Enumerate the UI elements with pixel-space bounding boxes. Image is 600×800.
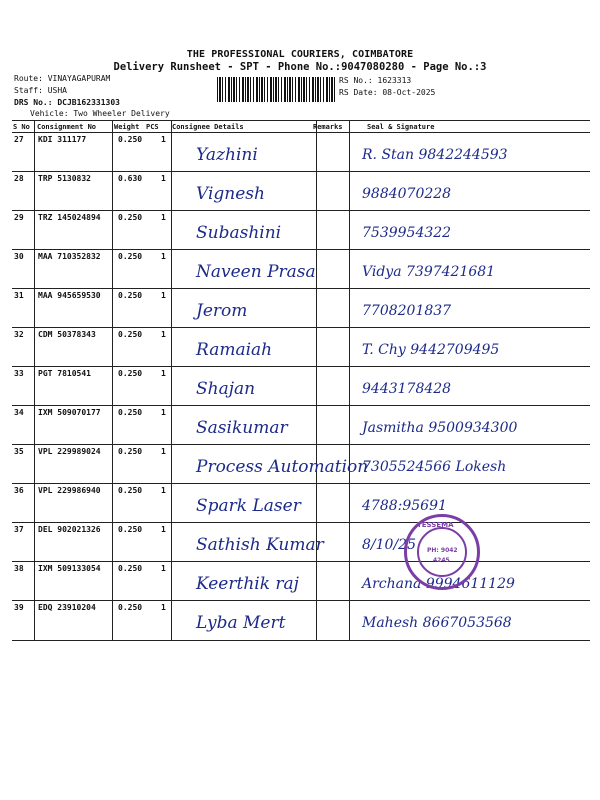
staff-label: Staff: USHA xyxy=(14,86,67,95)
row-divider xyxy=(12,288,590,289)
col-divider xyxy=(316,120,317,640)
row-signature: T. Chy 9442709495 xyxy=(362,342,500,358)
row-consignment: TRP 5130832 xyxy=(38,174,91,183)
barcode xyxy=(217,77,335,102)
row-signature: 9443178428 xyxy=(362,381,452,397)
row-consignee: Yazhini xyxy=(196,145,258,165)
row-consignee: Process Automation xyxy=(196,457,369,477)
row-weight: 0.250 xyxy=(118,603,143,612)
row-pcs: 1 xyxy=(161,486,166,495)
row-divider xyxy=(12,483,590,484)
row-pcs: 1 xyxy=(161,135,166,144)
row-sno: 35 xyxy=(14,447,24,456)
row-weight: 0.250 xyxy=(118,564,143,573)
col-header-consignment: Consignment No xyxy=(37,123,97,131)
col-header-sno: S No xyxy=(13,123,30,131)
row-sno: 38 xyxy=(14,564,24,573)
row-consignment: PGT 7810541 xyxy=(38,369,91,378)
row-pcs: 1 xyxy=(161,603,166,612)
row-consignment: MAA 945659530 xyxy=(38,291,101,300)
row-pcs: 1 xyxy=(161,174,166,183)
row-consignee: Keerthik raj xyxy=(196,574,299,594)
row-sno: 31 xyxy=(14,291,24,300)
row-pcs: 1 xyxy=(161,525,166,534)
col-header-weight: Weight xyxy=(114,123,140,131)
row-consignee: Subashini xyxy=(196,223,282,243)
row-consignment: EDQ 23910204 xyxy=(38,603,96,612)
row-sno: 30 xyxy=(14,252,24,261)
drs-number: DRS No.: DCJB162331303 xyxy=(14,98,120,107)
row-signature: Archana 9994611129 xyxy=(362,576,515,592)
row-signature: 4788:95691 xyxy=(362,498,447,514)
row-consignee: Lyba Mert xyxy=(196,613,286,633)
row-sno: 29 xyxy=(14,213,24,222)
seal-text-phone: PH: 9042 xyxy=(427,547,458,554)
row-divider xyxy=(12,444,590,445)
row-signature: 8/10/25 xyxy=(362,537,416,553)
row-consignee: Ramaiah xyxy=(196,340,273,360)
row-divider xyxy=(12,210,590,211)
row-divider xyxy=(12,405,590,406)
row-consignee: Sathish Kumar xyxy=(196,535,324,555)
row-consignment: VPL 229989024 xyxy=(38,447,101,456)
seal-text-number: 4245 xyxy=(433,557,450,564)
row-weight: 0.250 xyxy=(118,213,143,222)
row-divider xyxy=(12,249,590,250)
row-weight: 0.630 xyxy=(118,174,143,183)
row-weight: 0.250 xyxy=(118,252,143,261)
row-weight: 0.250 xyxy=(118,369,143,378)
col-divider xyxy=(171,120,172,640)
row-weight: 0.250 xyxy=(118,525,143,534)
row-pcs: 1 xyxy=(161,408,166,417)
row-divider xyxy=(12,171,590,172)
row-pcs: 1 xyxy=(161,330,166,339)
row-consignment: CDM 50378343 xyxy=(38,330,96,339)
row-pcs: 1 xyxy=(161,564,166,573)
row-consignment: DEL 902021326 xyxy=(38,525,101,534)
col-header-pcs: PCS xyxy=(146,123,159,131)
col-header-consignee: Consignee Details xyxy=(172,123,244,131)
row-signature: 7305524566 Lokesh xyxy=(362,459,507,475)
row-consignment: TRZ 145024894 xyxy=(38,213,101,222)
row-weight: 0.250 xyxy=(118,330,143,339)
row-sno: 33 xyxy=(14,369,24,378)
row-signature: 7539954322 xyxy=(362,225,452,241)
row-weight: 0.250 xyxy=(118,135,143,144)
runsheet-subtitle: Delivery Runsheet - SPT - Phone No.:9047080280 - Page No.:3 xyxy=(113,61,487,73)
row-consignment: KDI 311177 xyxy=(38,135,87,144)
row-divider xyxy=(12,561,590,562)
row-consignment: VPL 229986940 xyxy=(38,486,101,495)
row-signature: 9884070228 xyxy=(362,186,452,202)
table-top-line xyxy=(12,120,590,121)
row-pcs: 1 xyxy=(161,213,166,222)
row-pcs: 1 xyxy=(161,291,166,300)
row-signature: 7708201837 xyxy=(362,303,452,319)
row-consignee: Naveen Prasa xyxy=(196,262,316,282)
row-pcs: 1 xyxy=(161,369,166,378)
table-header-line xyxy=(12,132,590,133)
row-divider xyxy=(12,600,590,601)
row-weight: 0.250 xyxy=(118,291,143,300)
row-sno: 32 xyxy=(14,330,24,339)
row-sno: 34 xyxy=(14,408,24,417)
row-sno: 28 xyxy=(14,174,24,183)
col-header-remarks: Remarks xyxy=(313,123,343,131)
col-divider xyxy=(34,120,35,640)
row-signature: R. Stan 9842244593 xyxy=(362,147,508,163)
row-consignment: IXM 509133054 xyxy=(38,564,101,573)
row-weight: 0.250 xyxy=(118,408,143,417)
row-pcs: 1 xyxy=(161,447,166,456)
table-bottom-line xyxy=(12,640,590,641)
row-divider xyxy=(12,366,590,367)
row-divider xyxy=(12,522,590,523)
seal-stamp xyxy=(404,514,480,590)
runsheet-title: THE PROFESSIONAL COURIERS, COIMBATORE xyxy=(186,49,414,60)
rs-number: RS No.: 1623313 xyxy=(339,76,412,85)
row-consignment: IXM 509070177 xyxy=(38,408,101,417)
row-consignment: MAA 710352832 xyxy=(38,252,101,261)
col-header-signature: Seal & Signature xyxy=(367,123,435,131)
row-signature: Mahesh 8667053568 xyxy=(362,615,512,631)
row-weight: 0.250 xyxy=(118,447,143,456)
row-signature: Vidya 7397421681 xyxy=(362,264,496,280)
row-consignee: Spark Laser xyxy=(196,496,301,516)
row-sno: 39 xyxy=(14,603,24,612)
row-consignee: Vignesh xyxy=(196,184,265,204)
row-divider xyxy=(12,327,590,328)
seal-text-top: TESSEMA xyxy=(417,521,454,529)
row-consignee: Shajan xyxy=(196,379,256,399)
col-divider xyxy=(349,120,350,640)
row-signature: Jasmitha 9500934300 xyxy=(362,420,518,436)
vehicle-label: Vehicle: Two Wheeler Delivery xyxy=(30,109,170,118)
row-sno: 27 xyxy=(14,135,24,144)
row-pcs: 1 xyxy=(161,252,166,261)
row-sno: 37 xyxy=(14,525,24,534)
route-label: Route: VINAYAGAPURAM xyxy=(14,74,111,83)
col-divider xyxy=(112,120,113,640)
row-weight: 0.250 xyxy=(118,486,143,495)
row-consignee: Jerom xyxy=(196,301,248,321)
row-consignee: Sasikumar xyxy=(196,418,288,438)
rs-date: RS Date: 08-Oct-2025 xyxy=(339,88,436,97)
row-sno: 36 xyxy=(14,486,24,495)
